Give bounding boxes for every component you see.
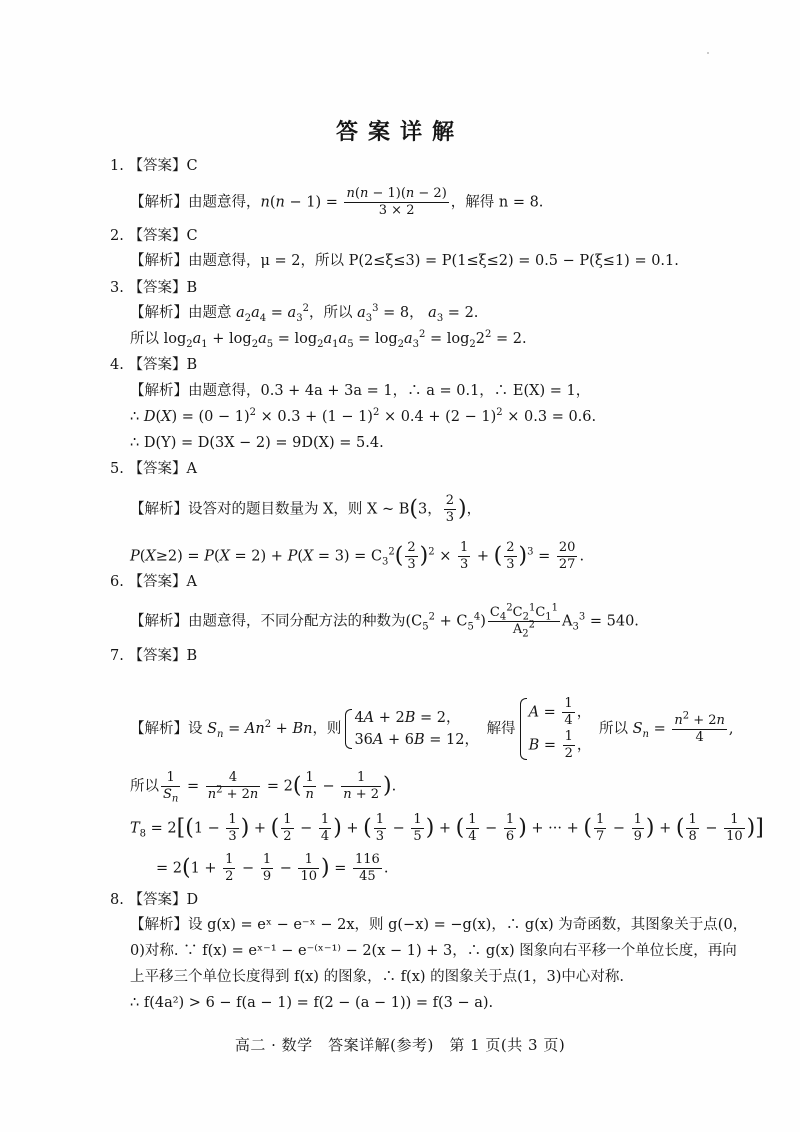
q3-answer: 3. 【答案】B (110, 280, 198, 296)
scan-speck (707, 52, 709, 54)
q3-analysis-2: 所以 $\log_2a_1 + \log_2a_5 = \log_2a_1a_5 = \log_2a_3^2 = \log_22^2 = 2$. (130, 329, 527, 350)
q5-analysis-2: $P(X\ge 2) = P(X = 2) + P(X = 3) = C_3^2$( $\frac{2}{3}$ )$^2$ × $\frac{1}{3}$ + ( $\frac{2}{3}$ )$^3$ = $\frac{20}{27}$ . (130, 540, 585, 572)
q8-analysis-2: 0)对称. ∵ f(x) = eˣ⁻¹ − e⁻⁽ˣ⁻¹⁾ − 2(x − 1) + 3，∴ g(x) 图象向右平移一个单位长度，再向 (130, 943, 737, 959)
q6-answer: 6. 【答案】A (110, 574, 197, 590)
q2-analysis: 【解析】由题意得，μ = 2，所以 P(2≤ξ≤3) = P(1≤ξ≤2) = 0.5 − P(ξ≤1) = 0.1. (130, 253, 679, 269)
q2-answer: 2. 【答案】C (110, 228, 198, 244)
q4-answer: 4. 【答案】B (110, 357, 198, 373)
q8-analysis-4: ∴ f(4a²) > 6 − f(a − 1) = f(2 − (a − 1)) = f(3 − a). (130, 995, 494, 1011)
q4-analysis-3: ∴ D(Y) = D(3X − 2) = 9D(X) = 5.4. (130, 435, 384, 451)
q1-analysis: 【解析】由题意得，n(n − 1) = $\frac{n(n - 1)(n - 2)}{3 \times 2}$ ，解得 n = 8. (130, 186, 544, 218)
page-title: 答案详解 (335, 119, 464, 145)
q7-analysis-4: = 2(1 + $\frac{1}{2}$ − $\frac{1}{9}$ − $\frac{1}{10}$ ) = $\frac{116}{45}$ . (156, 852, 389, 884)
q3-analysis: 【解析】由题意 $a_2a_4 = a_3^2$，所以 $a_3^3 = 8$， $a_3 = 2$. (130, 303, 479, 324)
q4-analysis-2: ∴ $D(X) = (0 - 1)^2 \times 0.3 + (1 - 1)^2 \times 0.4 + (2 - 1)^2 \times 0.3 = 0.6$. (130, 407, 597, 425)
q8-answer: 8. 【答案】D (110, 892, 199, 908)
q7-analysis-2: 所以 $\frac{1}{S_n}$ = $\frac{4}{n^2 + 2n}$ = 2( $\frac{1}{n}$ − $\frac{1}{n + 2}$ ). (130, 770, 397, 805)
q4-analysis: 【解析】由题意得，0.3 + 4a + 3a = 1，∴ a = 0.1，∴ E(X) = 1， (130, 383, 591, 399)
q1-answer: 1. 【答案】C (110, 158, 198, 174)
q7-analysis-3: $T_8 = 2[(1$ − $\frac{1}{3}$ ) + ( $\frac{1}{2}$ − $\frac{1}{4}$ ) + ( $\frac{1}{3}$ − $\frac{1}{5}$ ) + ( $\frac{1}{4}$ − $\frac{1}{6}$ ) + ··· + ( $\frac{1}{7}$ − $\frac{1}{9}$ ) + ( $\frac{1}{8}$ − $\frac{1}{10}$ )] (130, 812, 764, 844)
q8-analysis-3: 上平移三个单位长度得到 f(x) 的图象，∴ f(x) 的图象关于点(1，3)中心对称. (130, 969, 625, 985)
q5-analysis: 【解析】设答对的题目数量为 X，则 X ~ B(3， $\frac{2}{3}$ )， (130, 493, 482, 525)
q8-analysis: 【解析】设 g(x) = eˣ − e⁻ˣ − 2x，则 g(−x) = −g(x)，∴ g(x) 为奇函数，其图象关于点(0， (130, 917, 748, 933)
q7-answer: 7. 【答案】B (110, 648, 198, 664)
page-footer: 高二 · 数学 答案详解(参考) 第 1 页(共 3 页) (234, 1036, 566, 1054)
q5-answer: 5. 【答案】A (110, 461, 197, 477)
q6-analysis: 【解析】由题意得，不同分配方法的种数为$(C_5^2 + C_5^4)$ $\frac{C_4^2C_2^1C_1^1}{A_2^2}$ $A_3^3 = 540$. (130, 602, 639, 640)
q7-analysis: 【解析】设 $S_n = An^2 + Bn$，则 4A + 2B = 2， 36A + 6B = 12， 解得 A = $\frac{1}{4}$ ， B = $\frac{1}{2}$ ， 所以 $S_n$ = $\frac{n^2 + 2n}{4}$ , (130, 696, 734, 761)
